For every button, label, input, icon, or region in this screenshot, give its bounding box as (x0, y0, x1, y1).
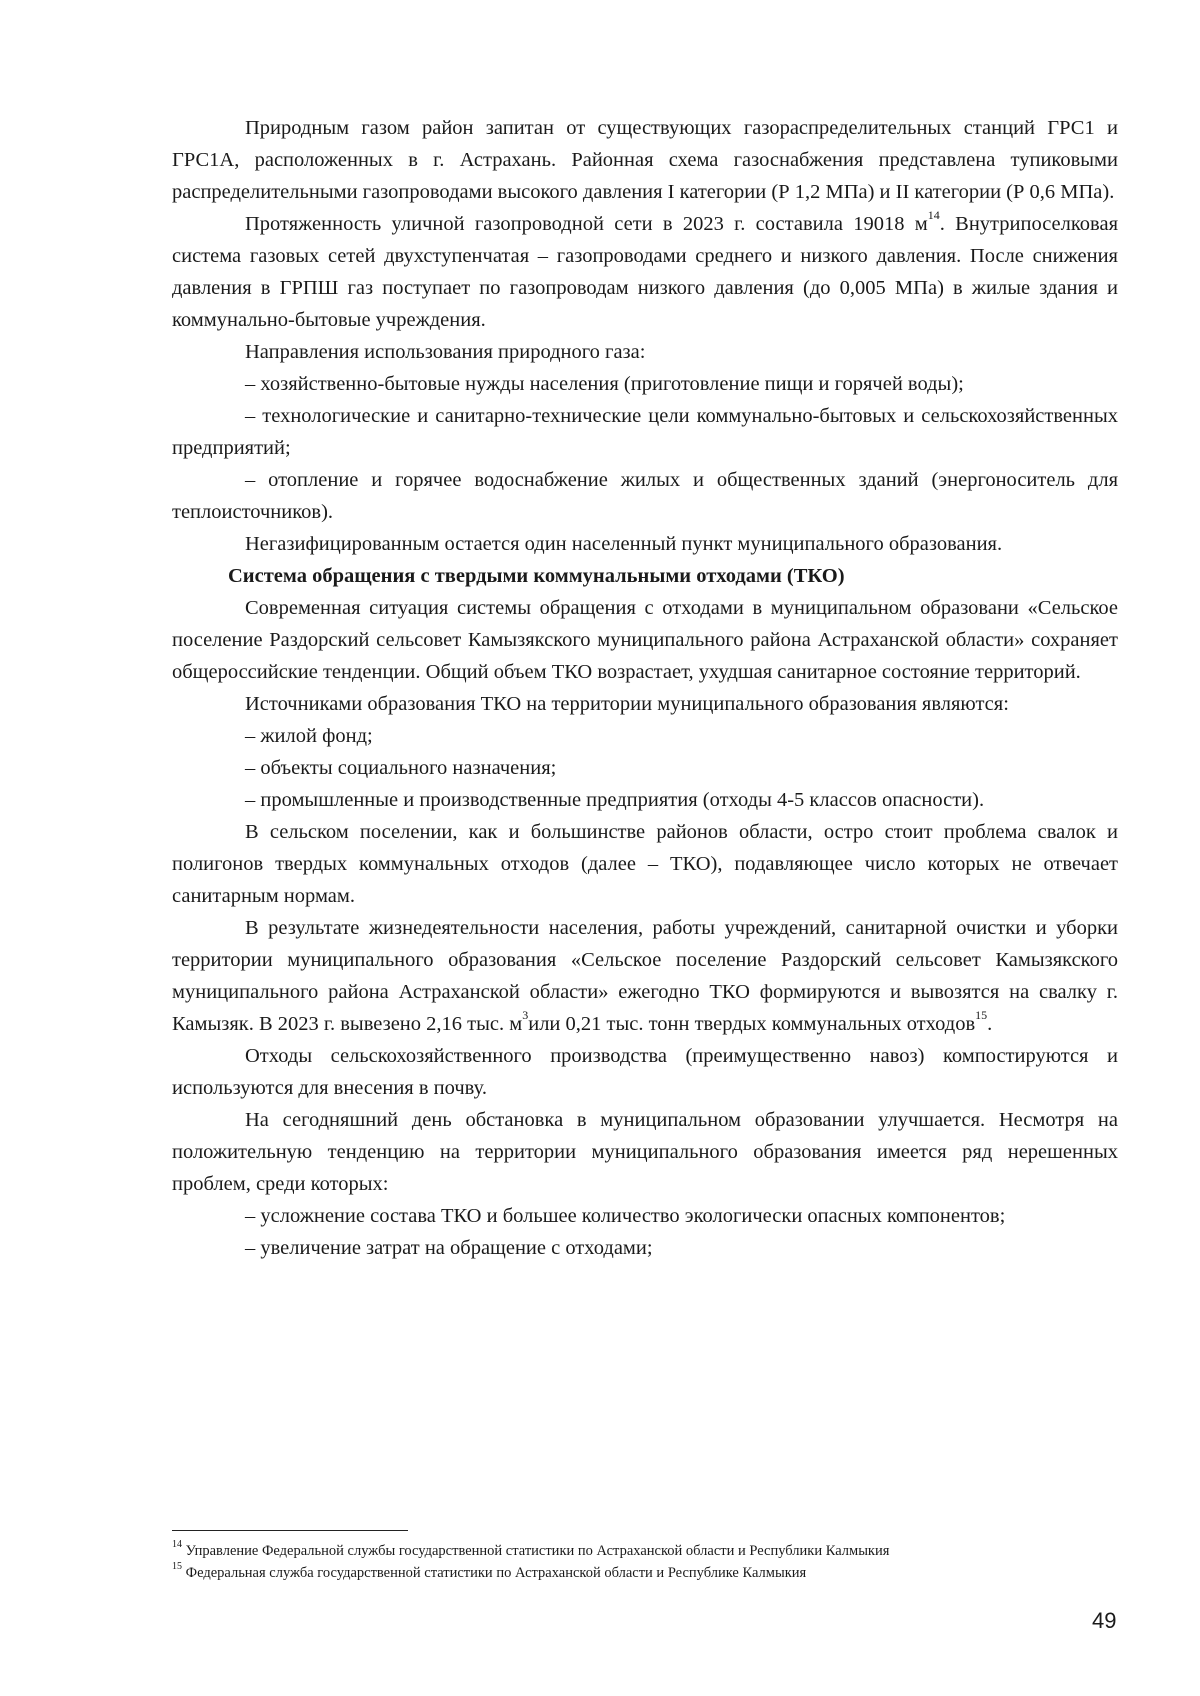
paragraph-agricultural-waste: Отходы сельскохозяйственного производства (преимущественно навоз) компостируются и используются для внесения в почву. (172, 1045, 1118, 1099)
text-segment: . Внутрипоселковая система газовых сетей двухступенчатая – газопроводами среднего и низкого давления. После снижения давления в ГРПШ газ поступает по газопроводам низкого давления (до 0,005 МПа) в жилые здания и коммунально-бытовые учреждения. (172, 213, 1118, 331)
text-segment: или 0,21 тыс. тонн твердых коммунальных отходов (528, 1013, 976, 1035)
footnotes (172, 1540, 1132, 1584)
text-segment: . (987, 1013, 993, 1035)
paragraph-gas-use-intro: Направления использования природного газа: (245, 341, 646, 363)
list-item: – хозяйственно-бытовые нужды населения (приготовление пищи и горячей воды); (245, 373, 964, 395)
footnote-mark: 15 (172, 1561, 182, 1573)
paragraph-problems-intro: На сегодняшний день обстановка в муниципальном образовании улучшается. Несмотря на положительную тенденцию на территории муниципального образования имеется ряд нерешенных проблем, среди которых: (172, 1109, 1118, 1195)
paragraph-waste-volume (172, 912, 1118, 1040)
text-segment: Протяженность уличной газопроводной сети в 2023 г. составила 19018 м (245, 213, 928, 235)
paragraph-landfills: В сельском поселении, как и большинстве районов области, остро стоит проблема свалок и полигонов твердых коммунальных отходов (далее – ТКО), подавляющее число которых не отвечает санитарным нормам. (172, 821, 1118, 907)
footnote-text: Федеральная служба государственной статистики по Астраханской области и Республике Калмыкия (182, 1565, 807, 1581)
text-segment: В результате жизнедеятельности населения, работы учреждений, санитарной очистки и уборки территории муниципального образования «Сельское поселение Раздорский сельсовет Камызякского муниципального района Астраханской области» ежегодно ТКО формируются и вывозятся на свалку г. Камызяк. В 2023 г. вывезено 2,16 тыс. м (172, 917, 1118, 1035)
paragraph-gas-supply: Природным газом район запитан от существующих газораспределительных станций ГРС1 и ГРС1А, расположенных в г. Астрахань. Районная схема газоснабжения представлена тупиковыми распределительными газопроводами высокого давления I категории (Р 1,2 МПа) и II категории (Р 0,6 МПа). (172, 117, 1118, 203)
footnote-ref-15: 15 (975, 1008, 988, 1023)
footnote-ref-14: 14 (927, 208, 940, 223)
list-item: – жилой фонд; (245, 725, 373, 747)
paragraph-non-gasified: Негазифицированным остается один населенный пункт муниципального образования. (245, 533, 1003, 555)
cubic-superscript: 3 (522, 1008, 529, 1023)
list-item: – технологические и санитарно-технические цели коммунально-бытовых и сельскохозяйственных предприятий; (172, 405, 1118, 459)
footnote-separator (172, 1530, 408, 1531)
body-text (172, 112, 1118, 1264)
list-item: – усложнение состава ТКО и большее количество экологически опасных компонентов; (245, 1205, 1006, 1227)
list-item: – увеличение затрат на обращение с отходами; (245, 1237, 653, 1259)
footnote-15 (172, 1562, 1132, 1584)
list-item: – отопление и горячее водоснабжение жилых и общественных зданий (энергоноситель для теплоисточников). (172, 469, 1118, 523)
footnote-mark: 14 (172, 1539, 182, 1551)
footnote-text: Управление Федеральной службы государственной статистики по Астраханской области и Республики Калмыкия (182, 1543, 890, 1559)
paragraph-network-length (172, 208, 1118, 336)
list-item: – промышленные и производственные предприятия (отходы 4-5 классов опасности). (245, 789, 985, 811)
page-number: 49 (1092, 1608, 1117, 1633)
footnote-14 (172, 1540, 1132, 1562)
list-item: – объекты социального назначения; (245, 757, 557, 779)
paragraph-current-situation: Современная ситуация системы обращения с отходами в муниципальном образовани «Сельское поселение Раздорский сельсовет Камызякского муниципального района Астраханской области» сохраняет общероссийские тенденции. Общий объем ТКО возрастает, ухудшая санитарное состояние территорий. (172, 597, 1118, 683)
paragraph-sources: Источниками образования ТКО на территории муниципального образования являются: (245, 693, 1009, 715)
section-heading: Система обращения с твердыми коммунальными отходами (ТКО) (228, 565, 845, 587)
